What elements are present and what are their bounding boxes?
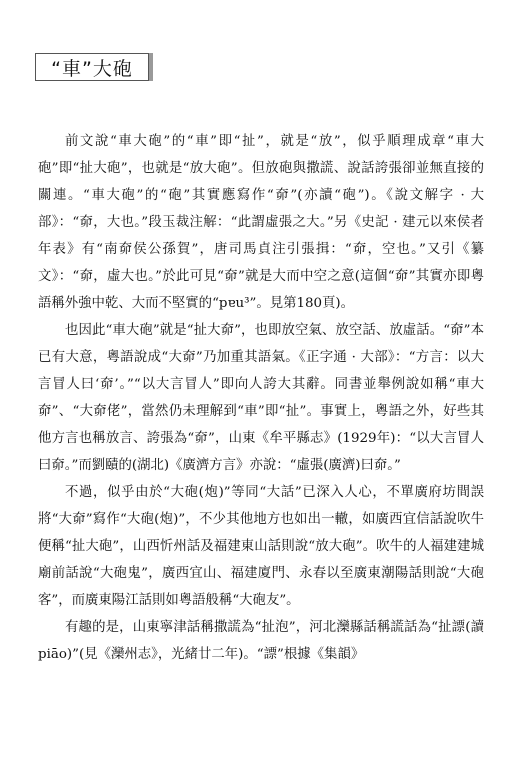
paragraph-3: 不過，似乎由於“大砲(炮)”等同“大話”已深入人心，不單廣府坊間誤將“大奅”寫作“大砲(炮)”，不少其他地方也如出一轍，如廣西宜信話說吹牛便稱“扯大砲”，山西忻州話及福建東山話則說“放大砲”。吹牛的人福建建城廟前話說“大砲鬼”，廣西宜山、福建廈門、永春以至廣東潮陽話則說“大砲客”，而廣東陽江話則如粵語般稱“大砲友”。 [38, 485, 484, 608]
section-title: “車”大砲 [51, 57, 133, 80]
paragraph-2: 也因此“車大砲”就是“扯大奅”，也即放空氣、放空話、放虛話。“奅”本已有大意，粵語說成“大奅”乃加重其語氣。《正字通 · 大部》：“方言：以大言冒人曰‘奅’。”“以大言冒人”即向人誇大其辭。同書並舉例說如稱“車大奅”、“大奅佬”，當然仍未理解到“車”即“扯”。事實上，粵語之外，好些其他方言也稱放言、誇張為“奅”，山東《牟平縣志》(1929年)：“以大言冒人曰奅。”而劉賾的(湖北)《廣濟方言》亦說：“虛張(廣濟)曰奅。” [38, 323, 484, 473]
paragraph-4: 有趣的是，山東寧津話稱撒謊為“扯泡”，河北灤縣話稱謊話為“扯謤(讀 piāo)”(見《灤州志》，光緒廿二年)。“謤”根據《集韻》 [38, 620, 484, 662]
paragraph-1: 前文說“車大砲”的“車”即“扯”，就是“放”，似乎順理成章“車大砲”即“扯大砲”，也就是“放大砲”。但放砲與撒謊、說話誇張卻並無直接的關連。“車大砲”的“砲”其實應寫作“奅”(亦讀“砲”)。《說文解字 · 大部》：“奅，大也。”段玉裁注解：“此謂虛張之大。”另《史記 · 建元以來侯者年表》有“南奅侯公孫賀”，唐司馬貞注引張揖：“奅，空也。”又引《纂文》：“奅，虛大也。”於此可見“奅”就是大而中空之意(這個“奅”其實亦即粵語稱外強中乾、大而不堅實的“pɐu³”。見第180頁)。 [38, 134, 484, 311]
section-title-box [35, 53, 149, 81]
article-body [38, 128, 484, 668]
